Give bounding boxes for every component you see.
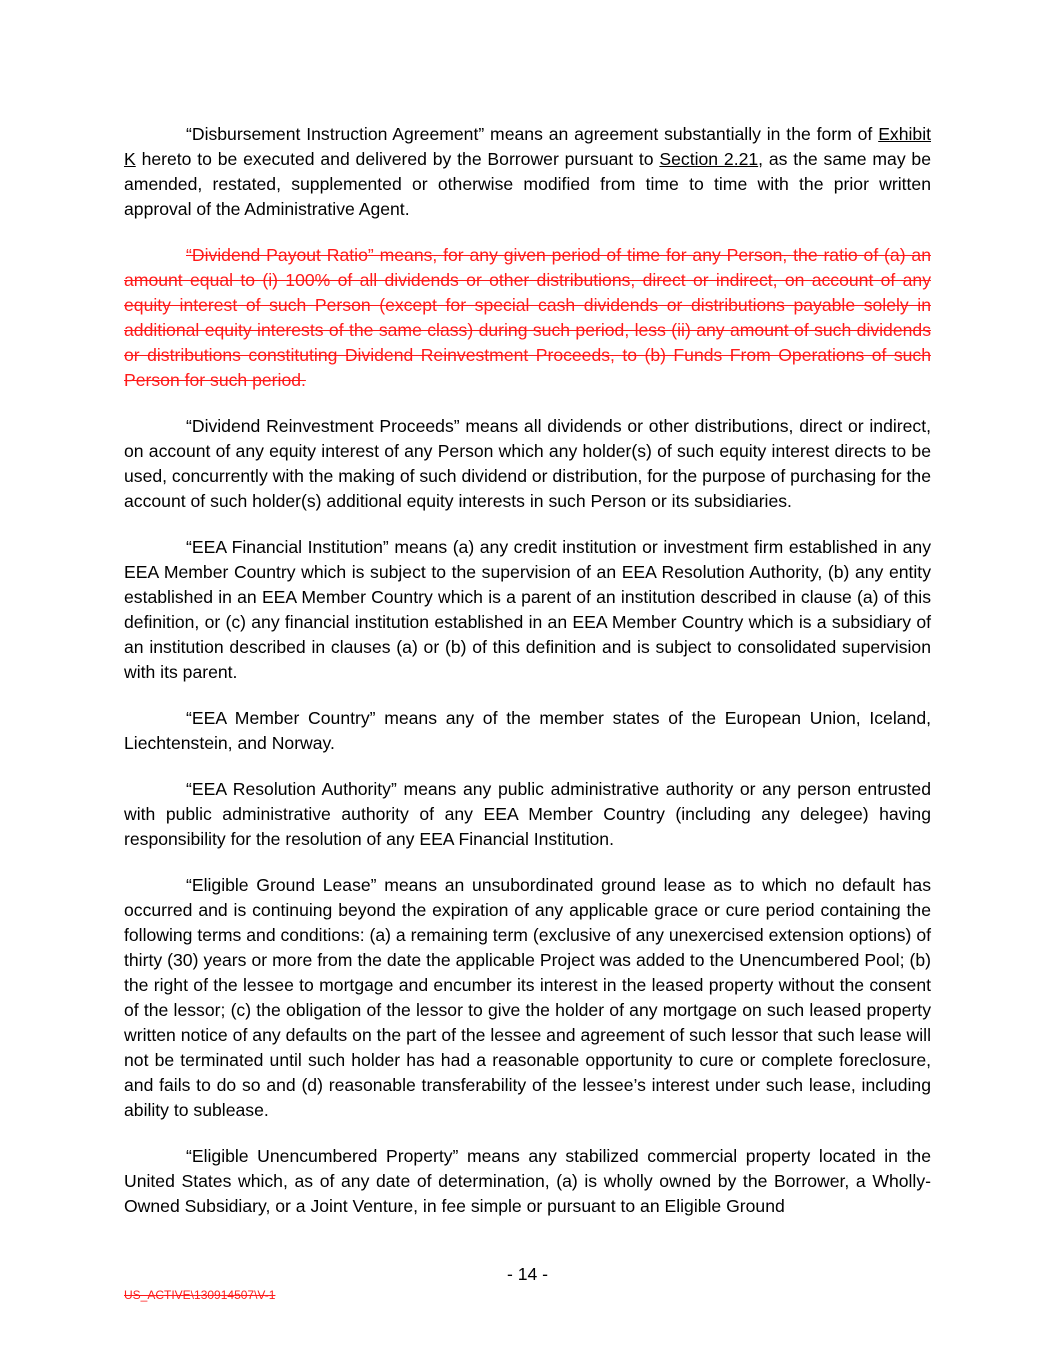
document-body (124, 122, 931, 1240)
paragraph-text: , as the same may be amended, restated, supplemented or otherwise modified from time to time with the prior written approval of the Administrative Agent. (124, 149, 931, 219)
definition-paragraph-eea-resolution-authority (124, 777, 931, 852)
paragraph-text: “Disbursement Instruction Agreement” means an agreement substantially in the form of (186, 124, 879, 144)
paragraph-text: “Dividend Payout Ratio” means, for any given period of time for any Person, the ratio of (a) an amount equal to (i) 100% of all dividends or other distributions, direct or indirect, on account of any equity interest of such Person (except for special cash dividends or distributions payable solely in additional equity interests of the same class) during such period, less (ii) any amount of such dividends or distributions constituting Dividend Reinvestment Proceeds, to (b) Funds From Operations of such Person for such period. (124, 245, 931, 390)
definition-paragraph-eligible-ground-lease (124, 873, 931, 1123)
definition-paragraph-eea-financial-institution (124, 535, 931, 685)
document-id: US_ACTIVE\130914507\V-1 (124, 1288, 276, 1302)
paragraph-text: “EEA Resolution Authority” means any public administrative authority or any person entrusted with public administrative authority of any EEA Member Country (including any delegee) having responsibility for the resolution of any EEA Financial Institution. (124, 779, 931, 849)
paragraph-text: “EEA Financial Institution” means (a) any credit institution or investment firm established in any EEA Member Country which is subject to the supervision of an EEA Resolution Authority, (b) any entity established in an EEA Member Country which is a parent of an institution described in clause (a) of this definition, or (c) any financial institution established in an EEA Member Country which is a subsidiary of an institution described in clauses (a) or (b) of this definition and is subject to consolidated supervision with its parent. (124, 537, 931, 682)
cross-reference-text: Exhibit K (124, 124, 931, 169)
paragraph-text: “Eligible Ground Lease” means an unsubordinated ground lease as to which no default has occurred and is continuing beyond the expiration of any applicable grace or cure period containing the following terms and conditions: (a) a remaining term (exclusive of any unexercised extension options) of thirty (30) years or more from the date the applicable Project was added to the Unencumbered Pool; (b) the right of the lessee to mortgage and encumber its interest in the leased property without the consent of the lessor; (c) the obligation of the lessor to give the holder of any mortgage on such leased property written notice of any defaults on the part of the lessee and agreement of such lessor that such lease will not be terminated until such holder has had a reasonable opportunity to cure or complete foreclosure, and fails to do so and (d) reasonable transferability of the lessee’s interest under such lease, including ability to sublease. (124, 875, 931, 1120)
definition-paragraph-disbursement-instruction-agreement (124, 122, 931, 222)
page-number: - 14 - (506, 1264, 549, 1284)
cross-reference-text: Section 2.21 (659, 149, 759, 169)
definition-paragraph-eligible-unencumbered-property (124, 1144, 931, 1219)
definition-paragraph-dividend-payout-ratio (124, 243, 931, 393)
definition-paragraph-eea-member-country (124, 706, 931, 756)
paragraph-text: “EEA Member Country” means any of the member states of the European Union, Iceland, Liechtenstein, and Norway. (124, 708, 931, 753)
paragraph-text: hereto to be executed and delivered by the Borrower pursuant to (135, 149, 660, 169)
paragraph-text: “Dividend Reinvestment Proceeds” means all dividends or other distributions, direct or indirect, on account of any equity interest of any Person which any holder(s) of such equity interest directs to be used, concurrently with the making of such dividend or distribution, for the purpose of purchasing for the account of such holder(s) additional equity interests in such Person or its subsidiaries. (124, 416, 931, 511)
paragraph-text: “Eligible Unencumbered Property” means any stabilized commercial property located in the United States which, as of any date of determination, (a) is wholly owned by the Borrower, a Wholly-Owned Subsidiary, or a Joint Venture, in fee simple or pursuant to an Eligible Ground (124, 1146, 931, 1216)
definition-paragraph-dividend-reinvestment-proceeds (124, 414, 931, 514)
